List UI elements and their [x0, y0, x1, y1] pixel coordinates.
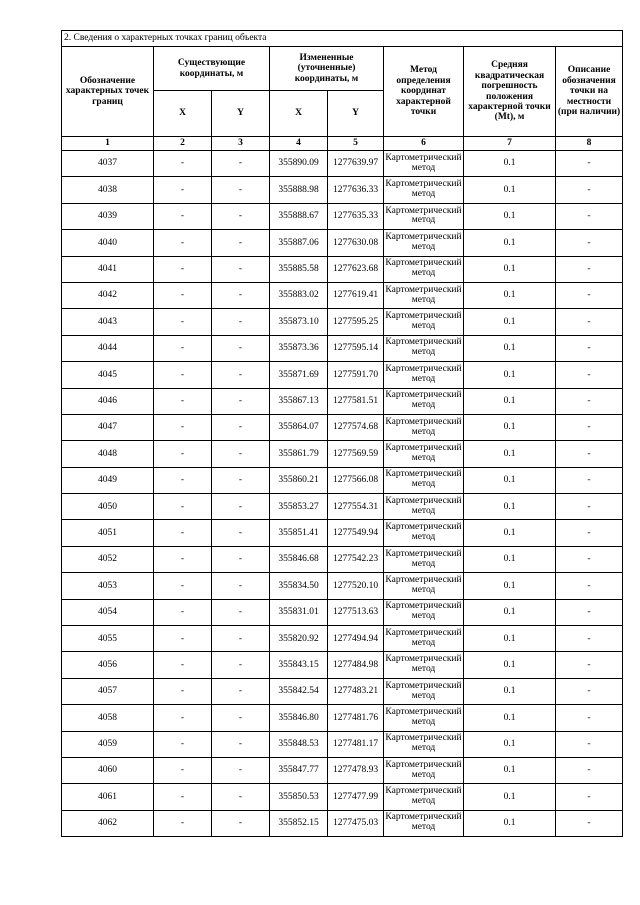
method-cell: Картометрический метод — [384, 151, 464, 177]
description-cell: - — [556, 678, 623, 704]
point-number-cell: 4037 — [62, 151, 154, 177]
description-cell: - — [556, 203, 623, 229]
point-number-cell: 4043 — [62, 309, 154, 335]
accuracy-cell: 0.1 — [464, 203, 556, 229]
description-cell: - — [556, 731, 623, 757]
accuracy-cell: 0.1 — [464, 599, 556, 625]
description-cell: - — [556, 784, 623, 810]
point-number-cell: 4041 — [62, 256, 154, 282]
point-number-cell: 4061 — [62, 784, 154, 810]
accuracy-cell: 0.1 — [464, 441, 556, 467]
accuracy-cell: 0.1 — [464, 388, 556, 414]
changed-x-cell: 355834.50 — [270, 573, 328, 599]
description-cell: - — [556, 467, 623, 493]
column-number: 2 — [154, 137, 212, 151]
header-existing-y: Y — [212, 91, 270, 137]
existing-y-cell: - — [212, 414, 270, 440]
changed-y-cell: 1277478.93 — [328, 757, 384, 783]
existing-x-cell: - — [154, 256, 212, 282]
table-row — [62, 388, 623, 414]
changed-x-cell: 355871.69 — [270, 362, 328, 388]
existing-x-cell: - — [154, 731, 212, 757]
description-cell: - — [556, 282, 623, 308]
table-row — [62, 731, 623, 757]
point-number-cell: 4048 — [62, 441, 154, 467]
method-cell: Картометрический метод — [384, 757, 464, 783]
existing-x-cell: - — [154, 230, 212, 256]
changed-y-cell: 1277475.03 — [328, 810, 384, 836]
method-cell: Картометрический метод — [384, 494, 464, 520]
changed-x-cell: 355851.41 — [270, 520, 328, 546]
accuracy-cell: 0.1 — [464, 652, 556, 678]
changed-y-cell: 1277639.97 — [328, 151, 384, 177]
description-cell: - — [556, 177, 623, 203]
accuracy-cell: 0.1 — [464, 230, 556, 256]
table-row — [62, 546, 623, 572]
accuracy-cell: 0.1 — [464, 520, 556, 546]
point-number-cell: 4051 — [62, 520, 154, 546]
method-cell: Картометрический метод — [384, 731, 464, 757]
point-number-cell: 4058 — [62, 705, 154, 731]
existing-y-cell: - — [212, 652, 270, 678]
point-number-cell: 4052 — [62, 546, 154, 572]
description-cell: - — [556, 494, 623, 520]
changed-x-cell: 355873.36 — [270, 335, 328, 361]
table-row — [62, 599, 623, 625]
accuracy-cell: 0.1 — [464, 467, 556, 493]
description-cell: - — [556, 230, 623, 256]
description-cell: - — [556, 705, 623, 731]
existing-x-cell: - — [154, 652, 212, 678]
point-number-cell: 4049 — [62, 467, 154, 493]
changed-y-cell: 1277581.51 — [328, 388, 384, 414]
changed-y-cell: 1277636.33 — [328, 177, 384, 203]
point-number-cell: 4047 — [62, 414, 154, 440]
changed-x-cell: 355873.10 — [270, 309, 328, 335]
description-cell: - — [556, 757, 623, 783]
changed-x-cell: 355846.80 — [270, 705, 328, 731]
table-body — [62, 151, 623, 837]
changed-x-cell: 355885.58 — [270, 256, 328, 282]
table-row — [62, 441, 623, 467]
column-number: 4 — [270, 137, 328, 151]
column-number: 3 — [212, 137, 270, 151]
existing-y-cell: - — [212, 599, 270, 625]
changed-x-cell: 355848.53 — [270, 731, 328, 757]
description-cell: - — [556, 441, 623, 467]
accuracy-cell: 0.1 — [464, 256, 556, 282]
changed-x-cell: 355842.54 — [270, 678, 328, 704]
description-cell: - — [556, 256, 623, 282]
table-row — [62, 309, 623, 335]
accuracy-cell: 0.1 — [464, 705, 556, 731]
table-row — [62, 362, 623, 388]
header-existing-coords: Существующие координаты, м — [154, 47, 270, 91]
existing-y-cell: - — [212, 282, 270, 308]
accuracy-cell: 0.1 — [464, 282, 556, 308]
header-changed-y: Y — [328, 91, 384, 137]
existing-x-cell: - — [154, 810, 212, 836]
header-changed-coords: Измененные (уточненные) координаты, м — [270, 47, 384, 91]
existing-x-cell: - — [154, 335, 212, 361]
changed-x-cell: 355890.09 — [270, 151, 328, 177]
point-number-cell: 4039 — [62, 203, 154, 229]
changed-x-cell: 355888.98 — [270, 177, 328, 203]
changed-x-cell: 355887.06 — [270, 230, 328, 256]
table-row — [62, 573, 623, 599]
existing-x-cell: - — [154, 177, 212, 203]
header-description: Описание обозначения точки на местности (при наличии) — [556, 47, 623, 137]
column-numbers-row — [62, 137, 623, 151]
existing-y-cell: - — [212, 203, 270, 229]
existing-y-cell: - — [212, 731, 270, 757]
changed-y-cell: 1277591.70 — [328, 362, 384, 388]
accuracy-cell: 0.1 — [464, 731, 556, 757]
method-cell: Картометрический метод — [384, 520, 464, 546]
accuracy-cell: 0.1 — [464, 309, 556, 335]
method-cell: Картометрический метод — [384, 784, 464, 810]
point-number-cell: 4060 — [62, 757, 154, 783]
method-cell: Картометрический метод — [384, 467, 464, 493]
description-cell: - — [556, 309, 623, 335]
point-number-cell: 4050 — [62, 494, 154, 520]
method-cell: Картометрический метод — [384, 441, 464, 467]
method-cell: Картометрический метод — [384, 230, 464, 256]
existing-x-cell: - — [154, 362, 212, 388]
method-cell: Картометрический метод — [384, 705, 464, 731]
existing-x-cell: - — [154, 599, 212, 625]
changed-x-cell: 355888.67 — [270, 203, 328, 229]
point-number-cell: 4057 — [62, 678, 154, 704]
changed-y-cell: 1277574.68 — [328, 414, 384, 440]
changed-x-cell: 355853.27 — [270, 494, 328, 520]
point-number-cell: 4056 — [62, 652, 154, 678]
header-existing-x: X — [154, 91, 212, 137]
existing-y-cell: - — [212, 784, 270, 810]
accuracy-cell: 0.1 — [464, 784, 556, 810]
table-row — [62, 414, 623, 440]
table-row — [62, 520, 623, 546]
description-cell: - — [556, 599, 623, 625]
changed-y-cell: 1277619.41 — [328, 282, 384, 308]
method-cell: Картометрический метод — [384, 309, 464, 335]
accuracy-cell: 0.1 — [464, 151, 556, 177]
accuracy-cell: 0.1 — [464, 626, 556, 652]
changed-x-cell: 355861.79 — [270, 441, 328, 467]
header-accuracy: Средняя квадратическая погрешность положения характерной точки (Mt), м — [464, 47, 556, 137]
method-cell: Картометрический метод — [384, 678, 464, 704]
accuracy-cell: 0.1 — [464, 757, 556, 783]
changed-x-cell: 355850.53 — [270, 784, 328, 810]
table-row — [62, 467, 623, 493]
existing-x-cell: - — [154, 678, 212, 704]
method-cell: Картометрический метод — [384, 388, 464, 414]
point-number-cell: 4046 — [62, 388, 154, 414]
existing-y-cell: - — [212, 757, 270, 783]
description-cell: - — [556, 652, 623, 678]
existing-y-cell: - — [212, 810, 270, 836]
description-cell: - — [556, 362, 623, 388]
accuracy-cell: 0.1 — [464, 573, 556, 599]
description-cell: - — [556, 520, 623, 546]
point-number-cell: 4059 — [62, 731, 154, 757]
existing-y-cell: - — [212, 388, 270, 414]
existing-y-cell: - — [212, 705, 270, 731]
accuracy-cell: 0.1 — [464, 362, 556, 388]
existing-y-cell: - — [212, 678, 270, 704]
point-number-cell: 4055 — [62, 626, 154, 652]
point-number-cell: 4042 — [62, 282, 154, 308]
existing-x-cell: - — [154, 784, 212, 810]
existing-y-cell: - — [212, 335, 270, 361]
description-cell: - — [556, 573, 623, 599]
changed-x-cell: 355864.07 — [270, 414, 328, 440]
description-cell: - — [556, 335, 623, 361]
changed-x-cell: 355843.15 — [270, 652, 328, 678]
method-cell: Картометрический метод — [384, 810, 464, 836]
changed-x-cell: 355831.01 — [270, 599, 328, 625]
description-cell: - — [556, 626, 623, 652]
existing-y-cell: - — [212, 573, 270, 599]
table-row — [62, 705, 623, 731]
existing-x-cell: - — [154, 309, 212, 335]
method-cell: Картометрический метод — [384, 335, 464, 361]
existing-x-cell: - — [154, 388, 212, 414]
point-number-cell: 4054 — [62, 599, 154, 625]
changed-y-cell: 1277595.14 — [328, 335, 384, 361]
changed-y-cell: 1277481.17 — [328, 731, 384, 757]
changed-y-cell: 1277566.08 — [328, 467, 384, 493]
method-cell: Картометрический метод — [384, 414, 464, 440]
table-row — [62, 810, 623, 836]
existing-x-cell: - — [154, 414, 212, 440]
accuracy-cell: 0.1 — [464, 494, 556, 520]
table-row — [62, 757, 623, 783]
existing-x-cell: - — [154, 757, 212, 783]
table-row — [62, 784, 623, 810]
table-row — [62, 256, 623, 282]
changed-x-cell: 355847.77 — [270, 757, 328, 783]
changed-y-cell: 1277484.98 — [328, 652, 384, 678]
changed-y-cell: 1277542.23 — [328, 546, 384, 572]
changed-y-cell: 1277513.63 — [328, 599, 384, 625]
point-number-cell: 4062 — [62, 810, 154, 836]
existing-x-cell: - — [154, 203, 212, 229]
table-row — [62, 678, 623, 704]
existing-y-cell: - — [212, 230, 270, 256]
changed-y-cell: 1277569.59 — [328, 441, 384, 467]
existing-x-cell: - — [154, 573, 212, 599]
method-cell: Картометрический метод — [384, 546, 464, 572]
column-number: 5 — [328, 137, 384, 151]
existing-y-cell: - — [212, 177, 270, 203]
changed-y-cell: 1277554.31 — [328, 494, 384, 520]
column-number: 6 — [384, 137, 464, 151]
existing-y-cell: - — [212, 467, 270, 493]
accuracy-cell: 0.1 — [464, 335, 556, 361]
existing-x-cell: - — [154, 705, 212, 731]
accuracy-cell: 0.1 — [464, 810, 556, 836]
method-cell: Картометрический метод — [384, 177, 464, 203]
existing-x-cell: - — [154, 441, 212, 467]
accuracy-cell: 0.1 — [464, 414, 556, 440]
changed-x-cell: 355846.68 — [270, 546, 328, 572]
point-number-cell: 4045 — [62, 362, 154, 388]
method-cell: Картометрический метод — [384, 362, 464, 388]
table-row — [62, 626, 623, 652]
table-row — [62, 335, 623, 361]
existing-x-cell: - — [154, 467, 212, 493]
header-method: Метод определения координат характерной точки — [384, 47, 464, 137]
table-row — [62, 652, 623, 678]
column-number: 1 — [62, 137, 154, 151]
method-cell: Картометрический метод — [384, 626, 464, 652]
existing-x-cell: - — [154, 520, 212, 546]
existing-y-cell: - — [212, 151, 270, 177]
changed-y-cell: 1277481.76 — [328, 705, 384, 731]
description-cell: - — [556, 414, 623, 440]
point-number-cell: 4044 — [62, 335, 154, 361]
existing-x-cell: - — [154, 546, 212, 572]
point-number-cell: 4038 — [62, 177, 154, 203]
existing-x-cell: - — [154, 151, 212, 177]
existing-y-cell: - — [212, 626, 270, 652]
changed-y-cell: 1277595.25 — [328, 309, 384, 335]
accuracy-cell: 0.1 — [464, 546, 556, 572]
existing-x-cell: - — [154, 282, 212, 308]
changed-y-cell: 1277494.94 — [328, 626, 384, 652]
table-row — [62, 494, 623, 520]
method-cell: Картометрический метод — [384, 256, 464, 282]
changed-y-cell: 1277549.94 — [328, 520, 384, 546]
existing-y-cell: - — [212, 520, 270, 546]
header-designation: Обозначение характерных точек границ — [62, 47, 154, 137]
changed-x-cell: 355860.21 — [270, 467, 328, 493]
description-cell: - — [556, 546, 623, 572]
boundary-points-table — [61, 30, 623, 837]
existing-y-cell: - — [212, 441, 270, 467]
changed-y-cell: 1277477.99 — [328, 784, 384, 810]
table-row — [62, 282, 623, 308]
changed-y-cell: 1277520.10 — [328, 573, 384, 599]
changed-y-cell: 1277483.21 — [328, 678, 384, 704]
changed-y-cell: 1277623.68 — [328, 256, 384, 282]
changed-x-cell: 355852.15 — [270, 810, 328, 836]
method-cell: Картометрический метод — [384, 599, 464, 625]
existing-y-cell: - — [212, 494, 270, 520]
existing-y-cell: - — [212, 256, 270, 282]
description-cell: - — [556, 810, 623, 836]
accuracy-cell: 0.1 — [464, 678, 556, 704]
existing-x-cell: - — [154, 626, 212, 652]
method-cell: Картометрический метод — [384, 573, 464, 599]
table-row — [62, 151, 623, 177]
existing-y-cell: - — [212, 546, 270, 572]
existing-x-cell: - — [154, 494, 212, 520]
changed-x-cell: 355820.92 — [270, 626, 328, 652]
column-number: 7 — [464, 137, 556, 151]
changed-y-cell: 1277630.08 — [328, 230, 384, 256]
accuracy-cell: 0.1 — [464, 177, 556, 203]
changed-x-cell: 355883.02 — [270, 282, 328, 308]
description-cell: - — [556, 388, 623, 414]
table-caption: 2. Сведения о характерных точках границ объекта — [62, 31, 623, 47]
point-number-cell: 4040 — [62, 230, 154, 256]
method-cell: Картометрический метод — [384, 282, 464, 308]
existing-y-cell: - — [212, 362, 270, 388]
existing-y-cell: - — [212, 309, 270, 335]
table-row — [62, 203, 623, 229]
method-cell: Картометрический метод — [384, 652, 464, 678]
method-cell: Картометрический метод — [384, 203, 464, 229]
column-number: 8 — [556, 137, 623, 151]
point-number-cell: 4053 — [62, 573, 154, 599]
table-row — [62, 230, 623, 256]
table-row — [62, 177, 623, 203]
description-cell: - — [556, 151, 623, 177]
header-changed-x: X — [270, 91, 328, 137]
changed-x-cell: 355867.13 — [270, 388, 328, 414]
changed-y-cell: 1277635.33 — [328, 203, 384, 229]
